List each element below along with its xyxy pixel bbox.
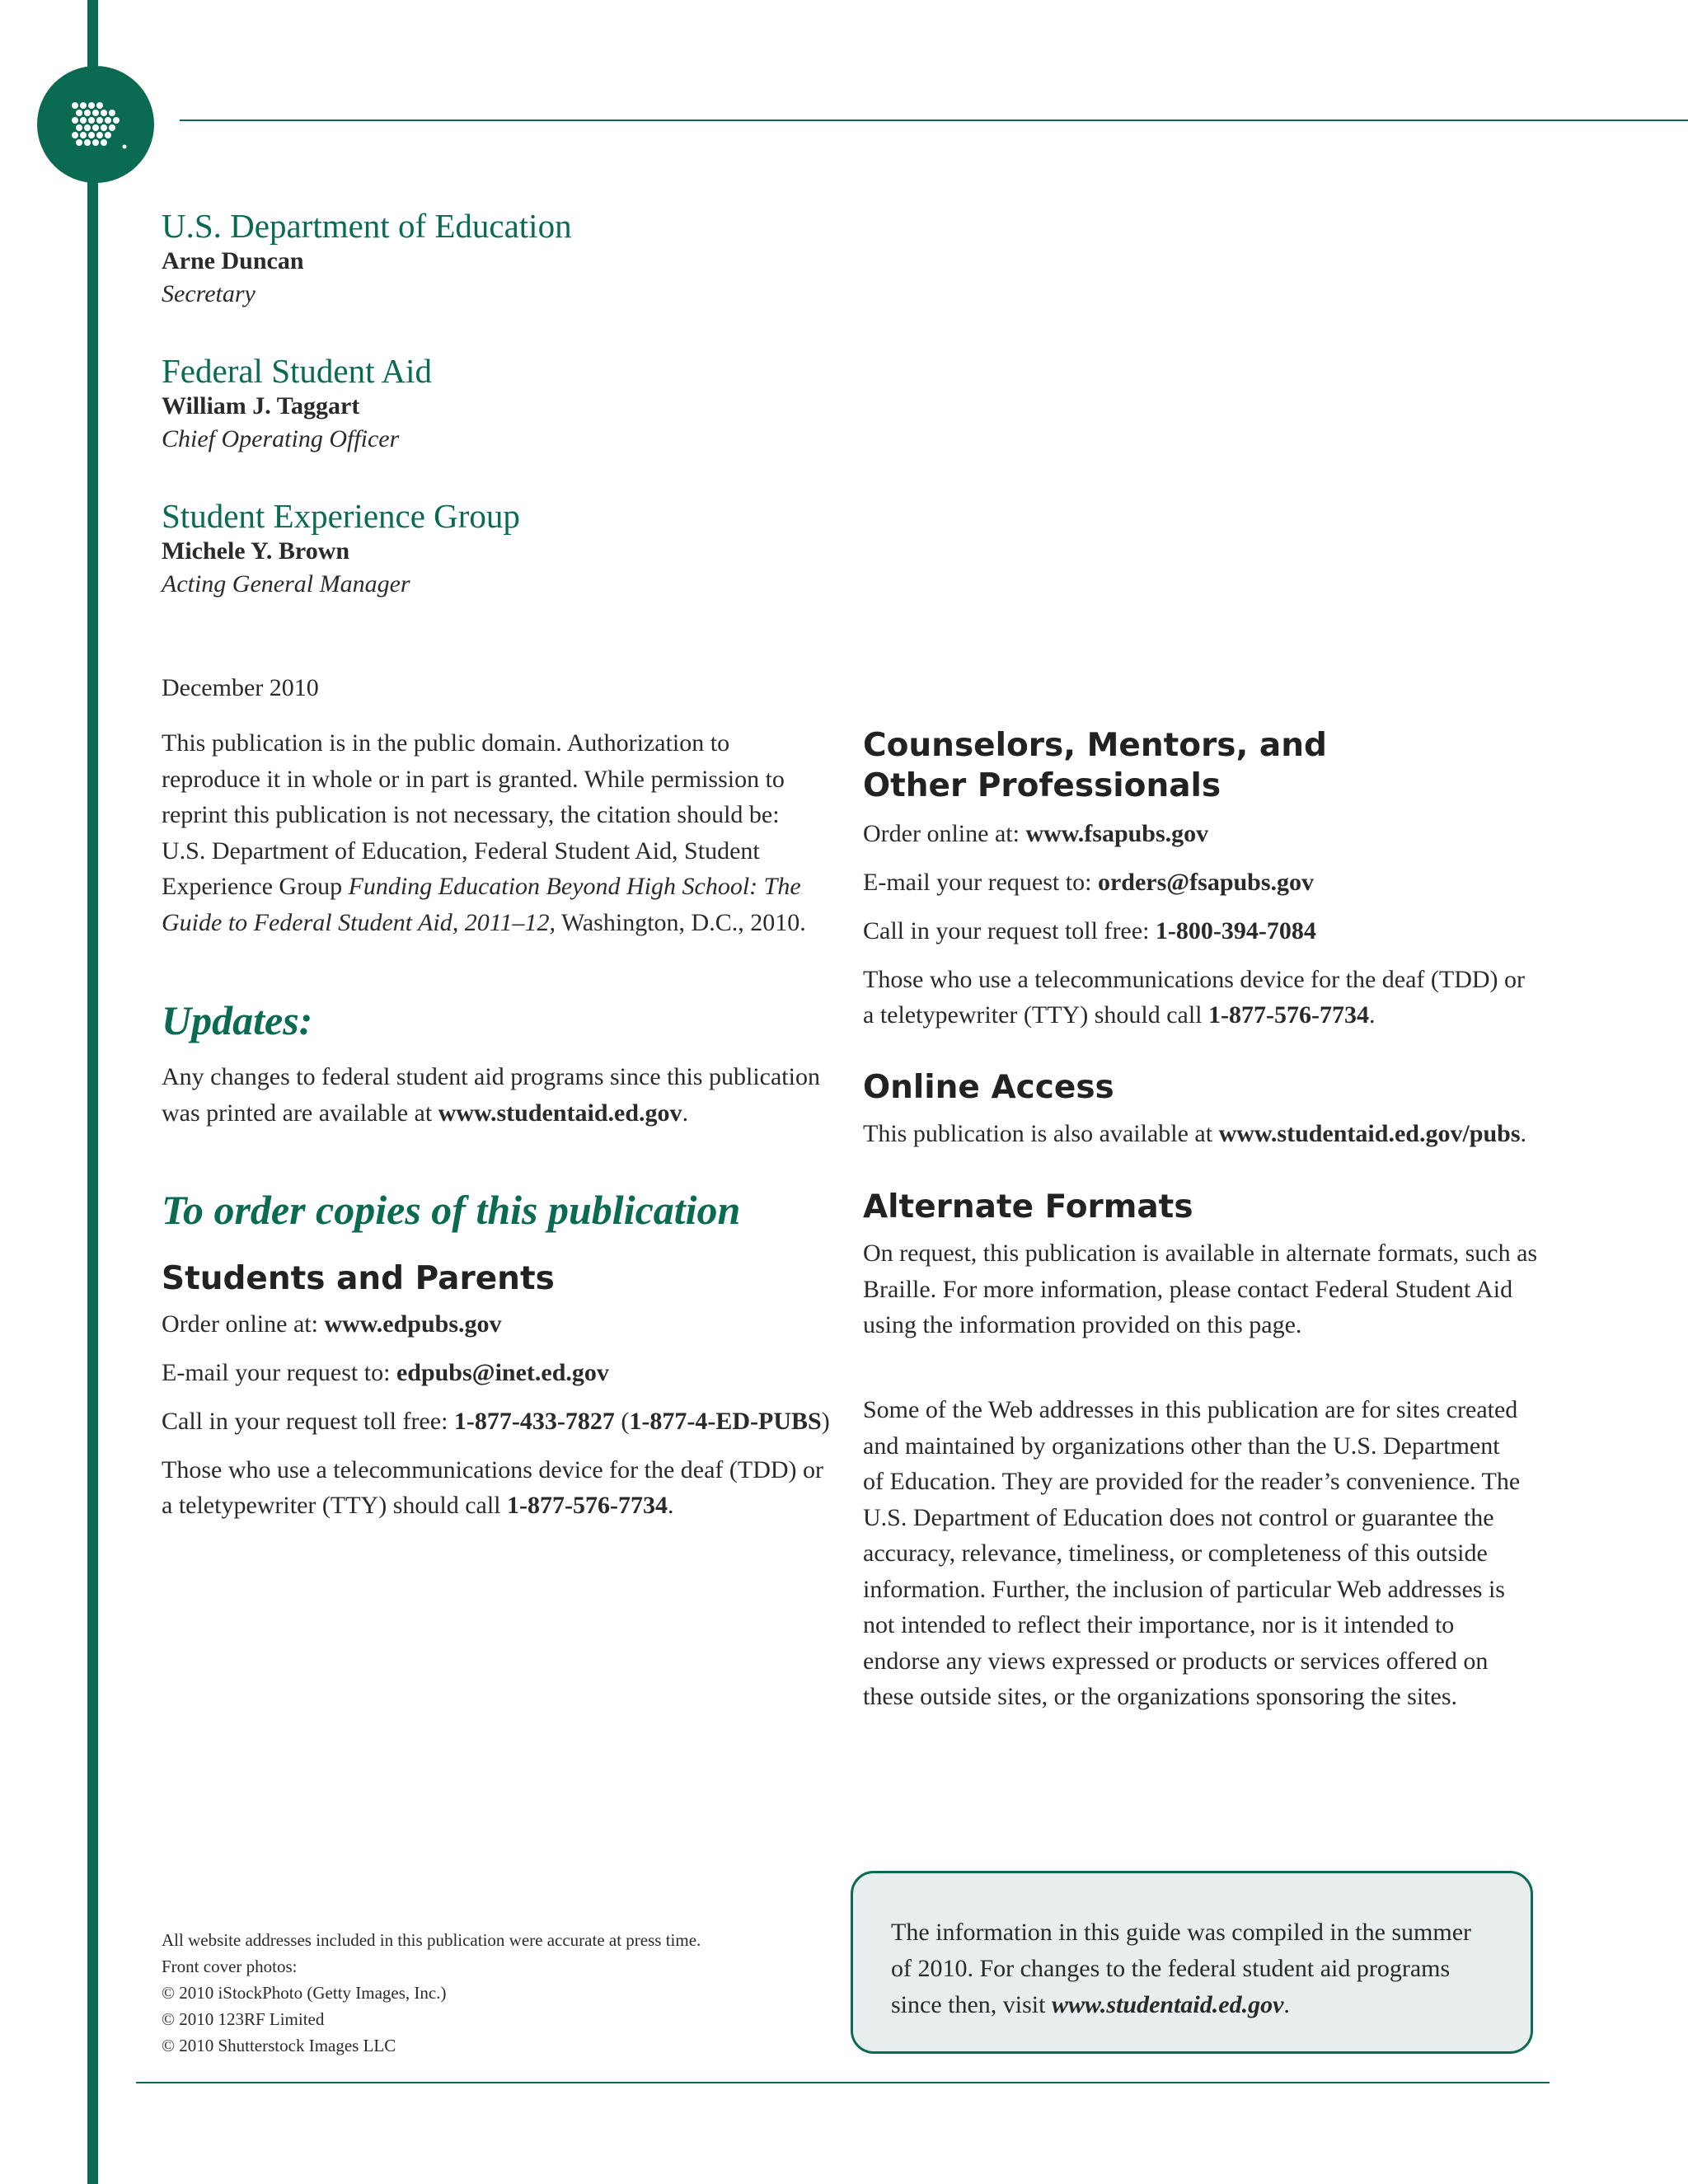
students-order-info	[162, 1306, 837, 1523]
call-label: Call in your request toll free:	[863, 917, 1156, 944]
online-access-text	[863, 1116, 1539, 1151]
public-domain-end: Washington, D.C., 2010.	[556, 908, 806, 936]
counselors-phone: 1-800-394-7084	[1155, 917, 1316, 944]
official-name: Michele Y. Brown	[162, 537, 350, 565]
left-accent-bar	[87, 0, 98, 2184]
students-phone: 1-877-433-7827	[453, 1408, 615, 1435]
fsapubs-email-link[interactable]: orders@fsapubs.gov	[1097, 869, 1315, 896]
infobox-end: .	[1283, 1991, 1290, 2018]
official-role: Secretary	[162, 280, 256, 307]
tdd-end: .	[1369, 1001, 1376, 1029]
updates-body: Any changes to federal student aid programs since this publication was printed are available at	[162, 1063, 820, 1127]
compiled-info-box	[851, 1871, 1533, 2054]
alternate-formats-text: On request, this publication is available in alternate formats, such as Braille. For more information, please contact Federal Student Aid using the information provided on this page.	[863, 1240, 1538, 1338]
official-doe	[162, 207, 572, 311]
online-access-heading: Online Access	[863, 1069, 1114, 1106]
official-name: William J. Taggart	[162, 392, 360, 419]
footer-line: All website addresses included in this publication were accurate at press time.	[162, 1930, 701, 1950]
email-label: E-mail your request to:	[863, 869, 1098, 896]
official-fsa	[162, 352, 432, 456]
footer-line: © 2010 Shutterstock Images LLC	[162, 2036, 396, 2055]
header-rule	[180, 120, 1688, 121]
photo-credits	[162, 1927, 701, 2059]
call-label: Call in your request toll free:	[162, 1408, 454, 1435]
counselors-heading	[863, 725, 1327, 806]
counselors-heading-line1: Counselors, Mentors, and	[863, 727, 1327, 764]
edpubs-email-link[interactable]: edpubs@inet.ed.gov	[396, 1359, 609, 1386]
public-domain-text: This publication is in the public domain. Authorization to reproduce it in whole or in part is granted. While permission to reprint this publication is not necessary, the citation should be: U.S. Department of Education, Federal Student Aid, Student Experience Group	[162, 729, 785, 900]
updates-end: .	[682, 1099, 689, 1127]
official-name: Arne Duncan	[162, 247, 304, 274]
pubs-link[interactable]: www.studentaid.ed.gov/pubs	[1218, 1120, 1521, 1147]
tdd-end: .	[668, 1492, 674, 1519]
tdd-phone: 1-877-576-7734	[507, 1492, 668, 1519]
counselors-heading-line2: Other Professionals	[863, 767, 1221, 804]
online-label: Order online at:	[162, 1310, 325, 1338]
updates-text	[162, 1059, 829, 1131]
official-seg	[162, 497, 520, 601]
footer-line: Front cover photos:	[162, 1957, 298, 1976]
alternate-formats-heading: Alternate Formats	[863, 1188, 1193, 1226]
email-label: E-mail your request to:	[162, 1359, 396, 1386]
public-domain-notice	[162, 725, 821, 940]
footer-line: © 2010 123RF Limited	[162, 2009, 325, 2029]
publication-date: December 2010	[162, 674, 319, 701]
tdd-text: Those who use a telecommunications device for the deaf (TDD) or a teletypewriter (TTY) should call	[162, 1456, 824, 1519]
ed-dot-logo-icon	[37, 66, 154, 183]
tdd-phone: 1-877-576-7734	[1208, 1001, 1369, 1029]
students-parents-heading: Students and Parents	[162, 1260, 555, 1297]
footer-rule	[136, 2082, 1550, 2083]
updates-link[interactable]: www.studentaid.ed.gov	[438, 1099, 682, 1127]
edpubs-link[interactable]: www.edpubs.gov	[324, 1310, 502, 1338]
org-name: Student Experience Group	[162, 497, 520, 535]
org-name: Federal Student Aid	[162, 352, 432, 390]
tdd-text: Those who use a telecommunications device for the deaf (TDD) or a teletypewriter (TTY) should call	[863, 966, 1526, 1029]
students-phone-alt: 1-877-4-ED-PUBS	[629, 1408, 822, 1435]
official-role: Acting General Manager	[162, 570, 410, 598]
citation-title: Funding Education Beyond High School: The Guide to Federal Student Aid, 2011–12,	[162, 873, 801, 936]
infobox-body: The information in this guide was compiled in the summer of 2010. For changes to the federal student aid programs since then, visit	[891, 1919, 1472, 2018]
paren-close: )	[821, 1408, 830, 1435]
official-role: Chief Operating Officer	[162, 425, 400, 452]
fsapubs-link[interactable]: www.fsapubs.gov	[1025, 820, 1209, 847]
paren-open: (	[614, 1408, 630, 1435]
ed-logo-dots	[37, 66, 154, 183]
online-access-body: This publication is also available at	[863, 1120, 1219, 1147]
updates-title: Updates:	[162, 997, 313, 1043]
counselors-order-info	[863, 816, 1539, 1033]
order-title: To order copies of this publication	[162, 1187, 741, 1233]
footer-line: © 2010 iStockPhoto (Getty Images, Inc.)	[162, 1983, 447, 2003]
web-address-disclaimer: Some of the Web addresses in this publication are for sites created and maintained by organizations other than the U.S. Department of Education. They are provided for the reader’s convenience. The U.S. Department of Education does not control or guarantee the accuracy, relevance, timeliness, or completeness of this outside information. Further, the inclusion of particular Web addresses is not intended to reflect their importance, nor is it intended to endorse any views expressed or products or services offered on these outside sites, or the organizations sponsoring the sites.	[863, 1396, 1521, 1710]
online-label: Order online at:	[863, 820, 1026, 847]
org-name: U.S. Department of Education	[162, 207, 572, 245]
infobox-link[interactable]: www.studentaid.ed.gov	[1051, 1991, 1284, 2018]
online-access-end: .	[1520, 1120, 1527, 1147]
